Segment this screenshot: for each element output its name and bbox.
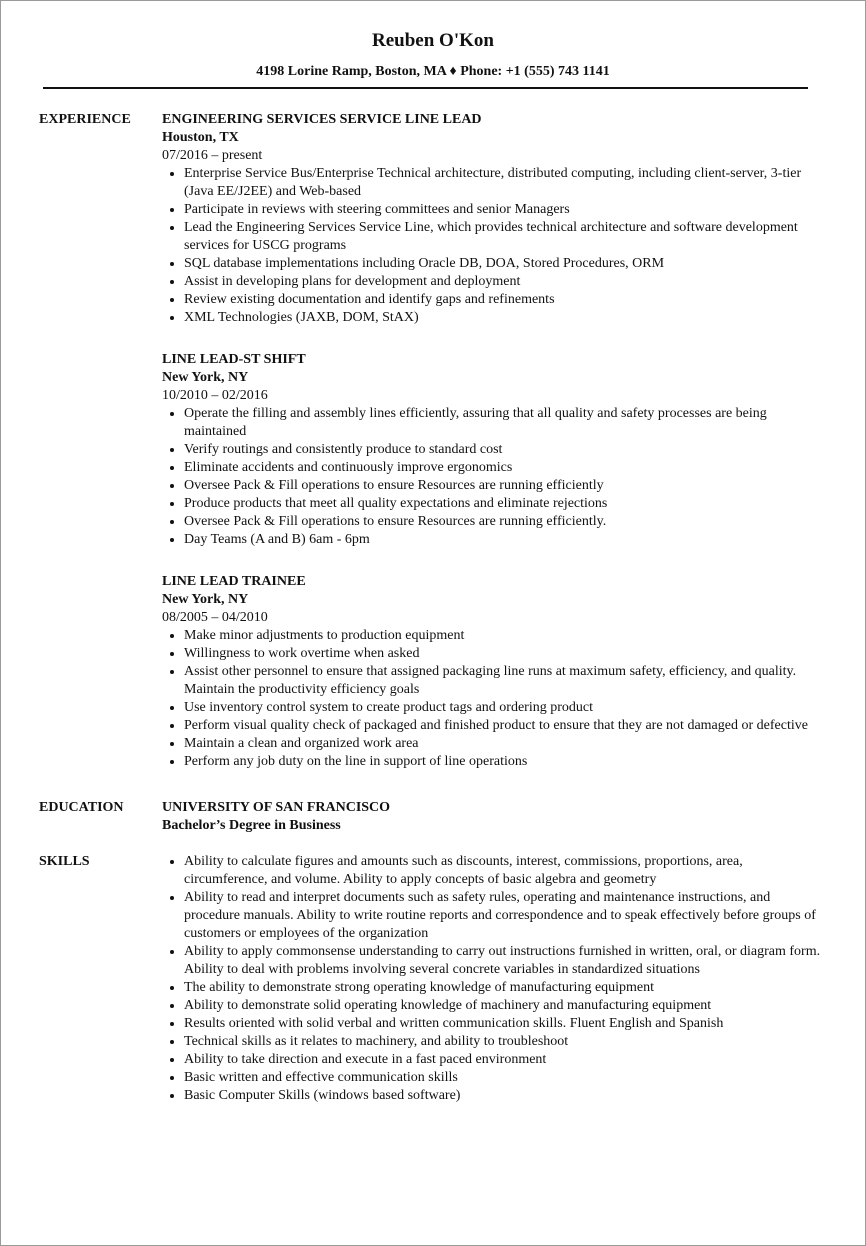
experience-body xyxy=(162,111,822,771)
job-location: Houston, TX xyxy=(162,130,239,145)
job-bullet: • Verify routings and consistently produce to standard cost xyxy=(184,441,822,459)
skill-item: • Results oriented with solid verbal and written communication skills. Fluent English and Spanish xyxy=(184,1015,822,1033)
skills-heading: SKILLS xyxy=(39,854,90,869)
skills-section xyxy=(1,853,865,1105)
education-body xyxy=(162,799,822,835)
job-entry xyxy=(162,111,822,327)
skill-item: • Ability to apply commonsense understanding to carry out instructions furnished in written, oral, or diagram form. Ability to deal with problems involving several concrete variables in standardized situations xyxy=(184,943,822,979)
job-title: ENGINEERING SERVICES SERVICE LINE LEAD xyxy=(162,112,482,127)
header-divider xyxy=(43,87,808,89)
skills-list xyxy=(162,853,822,1105)
job-location: New York, NY xyxy=(162,370,249,385)
job-bullet: • Review existing documentation and identify gaps and refinements xyxy=(184,291,822,309)
job-bullet: • Perform any job duty on the line in support of line operations xyxy=(184,753,822,771)
job-bullet: • Lead the Engineering Services Service Line, which provides technical architecture and software development services for USCG programs xyxy=(184,219,822,255)
job-bullet: • Use inventory control system to create product tags and ordering product xyxy=(184,699,822,717)
degree: Bachelor’s Degree in Business xyxy=(162,818,341,833)
skill-item: • Basic written and effective communication skills xyxy=(184,1069,822,1087)
job-dates: 10/2010 – 02/2016 xyxy=(162,388,268,403)
job-bullets xyxy=(162,165,822,327)
education-heading: EDUCATION xyxy=(39,800,124,815)
skill-item: • The ability to demonstrate strong operating knowledge of manufacturing equipment xyxy=(184,979,822,997)
job-bullet: • Enterprise Service Bus/Enterprise Technical architecture, distributed computing, including client-server, 3-tier (Java EE/J2EE) and Web-based xyxy=(184,165,822,201)
experience-heading: EXPERIENCE xyxy=(39,112,131,127)
skill-item: • Ability to calculate figures and amounts such as discounts, interest, commissions, proportions, area, circumference, and volume. Ability to apply concepts of basic algebra and geometry xyxy=(184,853,822,889)
job-entry xyxy=(162,351,822,549)
school-name: UNIVERSITY OF SAN FRANCISCO xyxy=(162,800,391,815)
job-bullet: • Operate the filling and assembly lines efficiently, assuring that all quality and safety processes are being maintained xyxy=(184,405,822,441)
experience-section xyxy=(1,111,865,771)
job-bullet: • SQL database implementations including Oracle DB, DOA, Stored Procedures, ORM xyxy=(184,255,822,273)
job-bullet: • Make minor adjustments to production equipment xyxy=(184,627,822,645)
job-dates: 07/2016 – present xyxy=(162,148,263,163)
skill-item: • Basic Computer Skills (windows based software) xyxy=(184,1087,822,1105)
job-bullet: • Perform visual quality check of packaged and finished product to ensure that they are not damaged or defective xyxy=(184,717,822,735)
skill-item: • Technical skills as it relates to machinery, and ability to troubleshoot xyxy=(184,1033,822,1051)
job-dates: 08/2005 – 04/2010 xyxy=(162,610,268,625)
job-title: LINE LEAD TRAINEE xyxy=(162,574,306,589)
job-bullet: • XML Technologies (JAXB, DOM, StAX) xyxy=(184,309,822,327)
job-bullet: • Participate in reviews with steering committees and senior Managers xyxy=(184,201,822,219)
job-location: New York, NY xyxy=(162,592,249,607)
job-bullet: • Day Teams (A and B) 6am - 6pm xyxy=(184,531,822,549)
job-title: LINE LEAD-ST SHIFT xyxy=(162,352,306,367)
job-bullet: • Oversee Pack & Fill operations to ensure Resources are running efficiently xyxy=(184,477,822,495)
job-entry xyxy=(162,573,822,771)
resume-header xyxy=(1,1,865,81)
contact-line: 4198 Lorine Ramp, Boston, MA ♦ Phone: +1 (555) 743 1141 xyxy=(256,64,610,79)
candidate-name: Reuben O'Kon xyxy=(372,30,494,51)
job-bullets xyxy=(162,405,822,549)
job-bullet: • Oversee Pack & Fill operations to ensure Resources are running efficiently. xyxy=(184,513,822,531)
skill-item: • Ability to read and interpret documents such as safety rules, operating and maintenance instructions, and procedure manuals. Ability to write routine reports and correspondence and to speak effectively before groups of customers or employees of the organization xyxy=(184,889,822,943)
job-bullet: • Maintain a clean and organized work area xyxy=(184,735,822,753)
job-bullets xyxy=(162,627,822,771)
job-bullet: • Assist other personnel to ensure that assigned packaging line runs at maximum safety, efficiency, and quality. Maintain the productivity efficiency goals xyxy=(184,663,822,699)
job-bullet: • Willingness to work overtime when asked xyxy=(184,645,822,663)
skill-item: • Ability to take direction and execute in a fast paced environment xyxy=(184,1051,822,1069)
skills-body xyxy=(162,853,822,1105)
job-bullet: • Assist in developing plans for development and deployment xyxy=(184,273,822,291)
education-section xyxy=(1,799,865,835)
skill-item: • Ability to demonstrate solid operating knowledge of machinery and manufacturing equipment xyxy=(184,997,822,1015)
job-bullet: • Produce products that meet all quality expectations and eliminate rejections xyxy=(184,495,822,513)
job-bullet: • Eliminate accidents and continuously improve ergonomics xyxy=(184,459,822,477)
